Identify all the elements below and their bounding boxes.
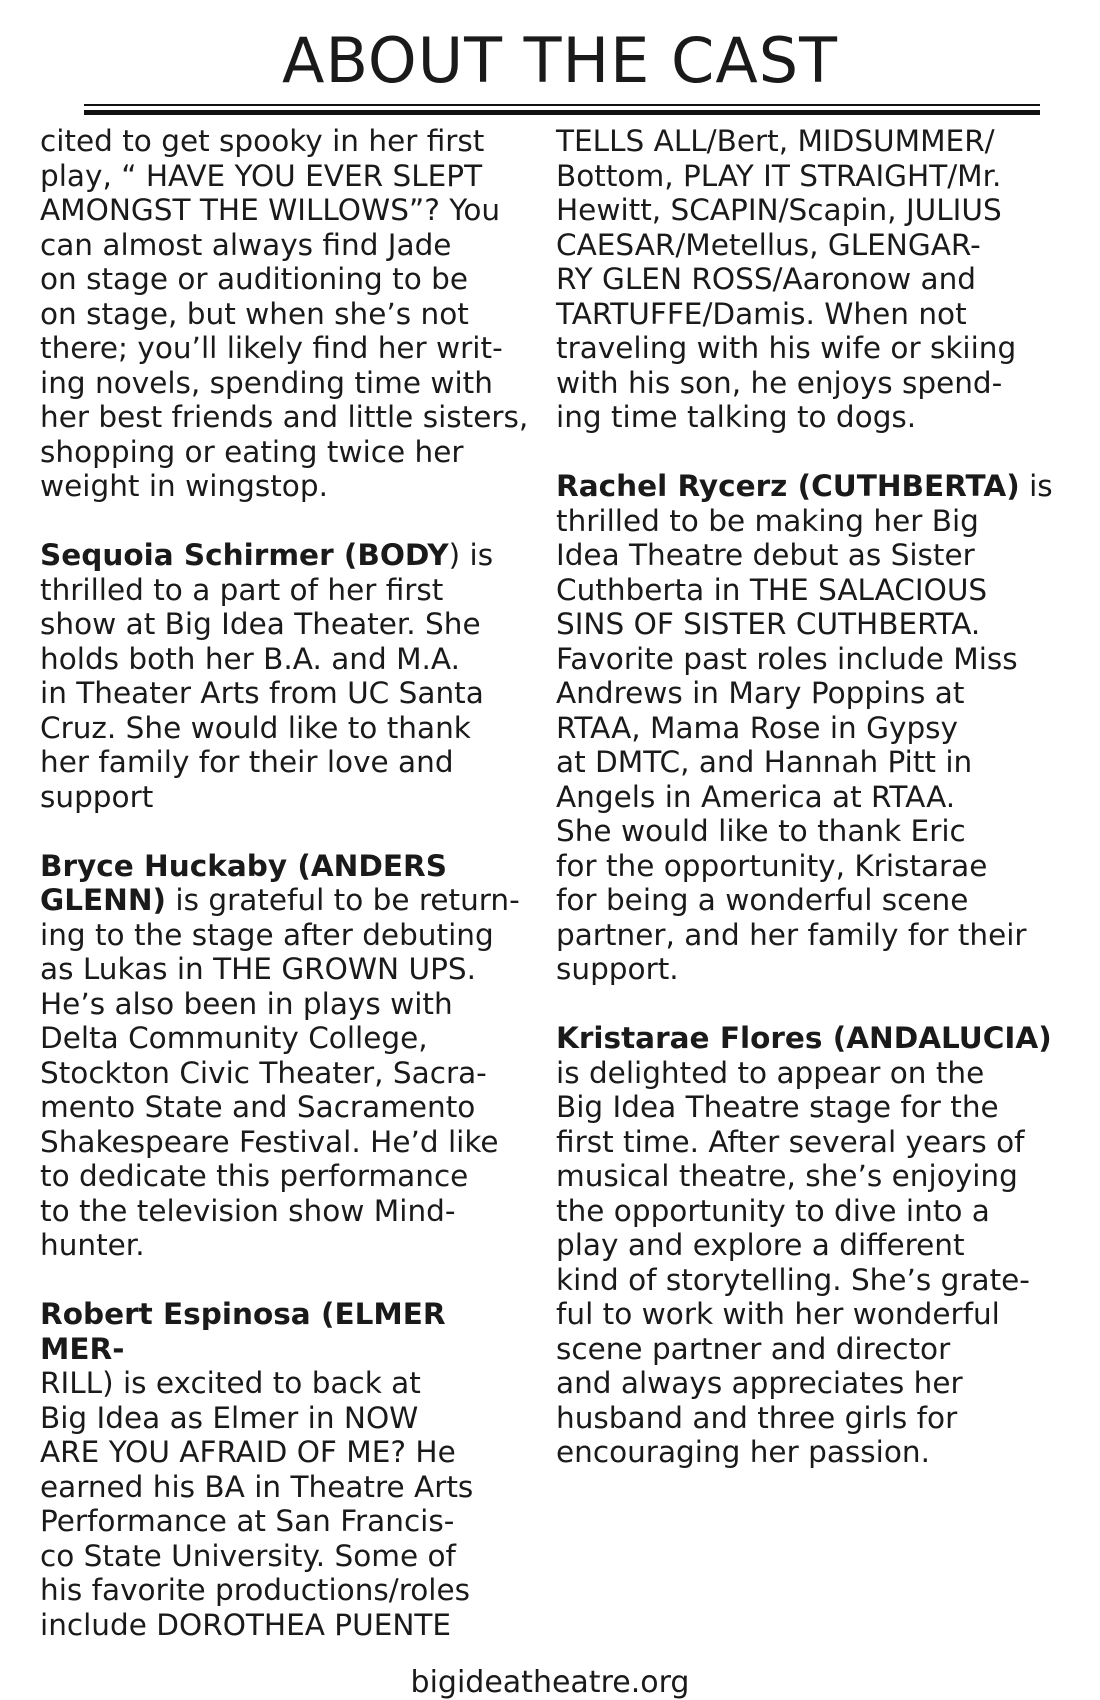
bio-paragraph (556, 124, 1076, 435)
bio-text: cited to get spooky in her first play, “ HAVE YOU EVER SLEPT AMONGST THE WILLOWS”? You can almost always find Jade on stage or auditioning to be on stage, but when she’s not there; you’ll likely find her writ- ing novels, spending time with her best friends and little sisters, shopping or eating twice her weight in wingstop. (40, 124, 529, 503)
title-rule-thick (84, 110, 1040, 115)
bio-paragraph (40, 1297, 540, 1642)
bio-text: is delighted to appear on the Big Idea Theatre stage for the first time. After several years of musical theatre, she’s enjoying the opportunity to dive into a play and explore a different kind of storytelling. She’s grate- ful to work with her wonderful scene partner and director and always appreciates her husband and three girls for encouraging her passion. (556, 1055, 1030, 1469)
bio-text: is grateful to be return- ing to the stage after debuting as Lukas in THE GROWN UPS. He’s also been in plays with Delta Community College, Stockton Civic Theater, Sacra- mento State and Sacramento Shakespeare Festival. He’d like to dedicate this performance to the television show Mind- hunter. (40, 883, 520, 1262)
left-column (40, 124, 540, 1677)
page-title: ABOUT THE CAST (282, 24, 838, 97)
bio-text: RILL) is excited to back at Big Idea as Elmer in NOW ARE YOU AFRAID OF ME? He earned his BA in Theatre Arts Performance at San Francis- co State University. Some of his favorite productions/roles include DOROTHEA PUENTE (40, 1366, 474, 1642)
bio-paragraph (40, 538, 540, 814)
bio-text: ) is thrilled to a part of her first show at Big Idea Theater. She holds both her B.A. and M.A. in Theater Arts from UC Santa Cruz. She would like to thank her family for their love and support (40, 538, 494, 814)
bio-name: Robert Espinosa (ELMER MER- (40, 1297, 446, 1366)
title-rule-thin (84, 104, 1040, 106)
bio-name: Kristarae Flores (ANDALUCIA) (556, 1021, 1052, 1055)
right-column (556, 124, 1076, 1504)
bio-paragraph (556, 1021, 1076, 1470)
footer-url: bigideatheatre.org (410, 1665, 690, 1700)
bio-name: Bryce Huckaby (ANDERS GLENN) (40, 848, 447, 917)
bio-name: Rachel Rycerz (CUTHBERTA) (556, 469, 1020, 503)
bio-paragraph (40, 849, 540, 1263)
bio-paragraph (556, 469, 1076, 987)
bio-paragraph (40, 124, 540, 504)
bio-name: Sequoia Schirmer (BODY (40, 538, 449, 572)
bio-text: is thrilled to be making her Big Idea Theatre debut as Sister Cuthberta in THE SALACIOUS SINS OF SISTER CUTHBERTA. Favorite past roles include Miss Andrews in Mary Poppins at RTAA, Mama Rose in Gypsy at DMTC, and Hannah Pitt in Angels in America at RTAA. She would like to thank Eric for the opportunity, Kristarae for being a wonderful scene partner, and her family for their support. (556, 469, 1053, 986)
bio-text: TELLS ALL/Bert, MIDSUMMER/ Bottom, PLAY IT STRAIGHT/Mr. Hewitt, SCAPIN/Scapin, JULIUS CAESAR/Metellus, GLENGAR- RY GLEN ROSS/Aaronow and TARTUFFE/Damis. When not traveling with his wife or skiing with his son, he enjoys spend- ing time talking to dogs. (556, 124, 1017, 434)
